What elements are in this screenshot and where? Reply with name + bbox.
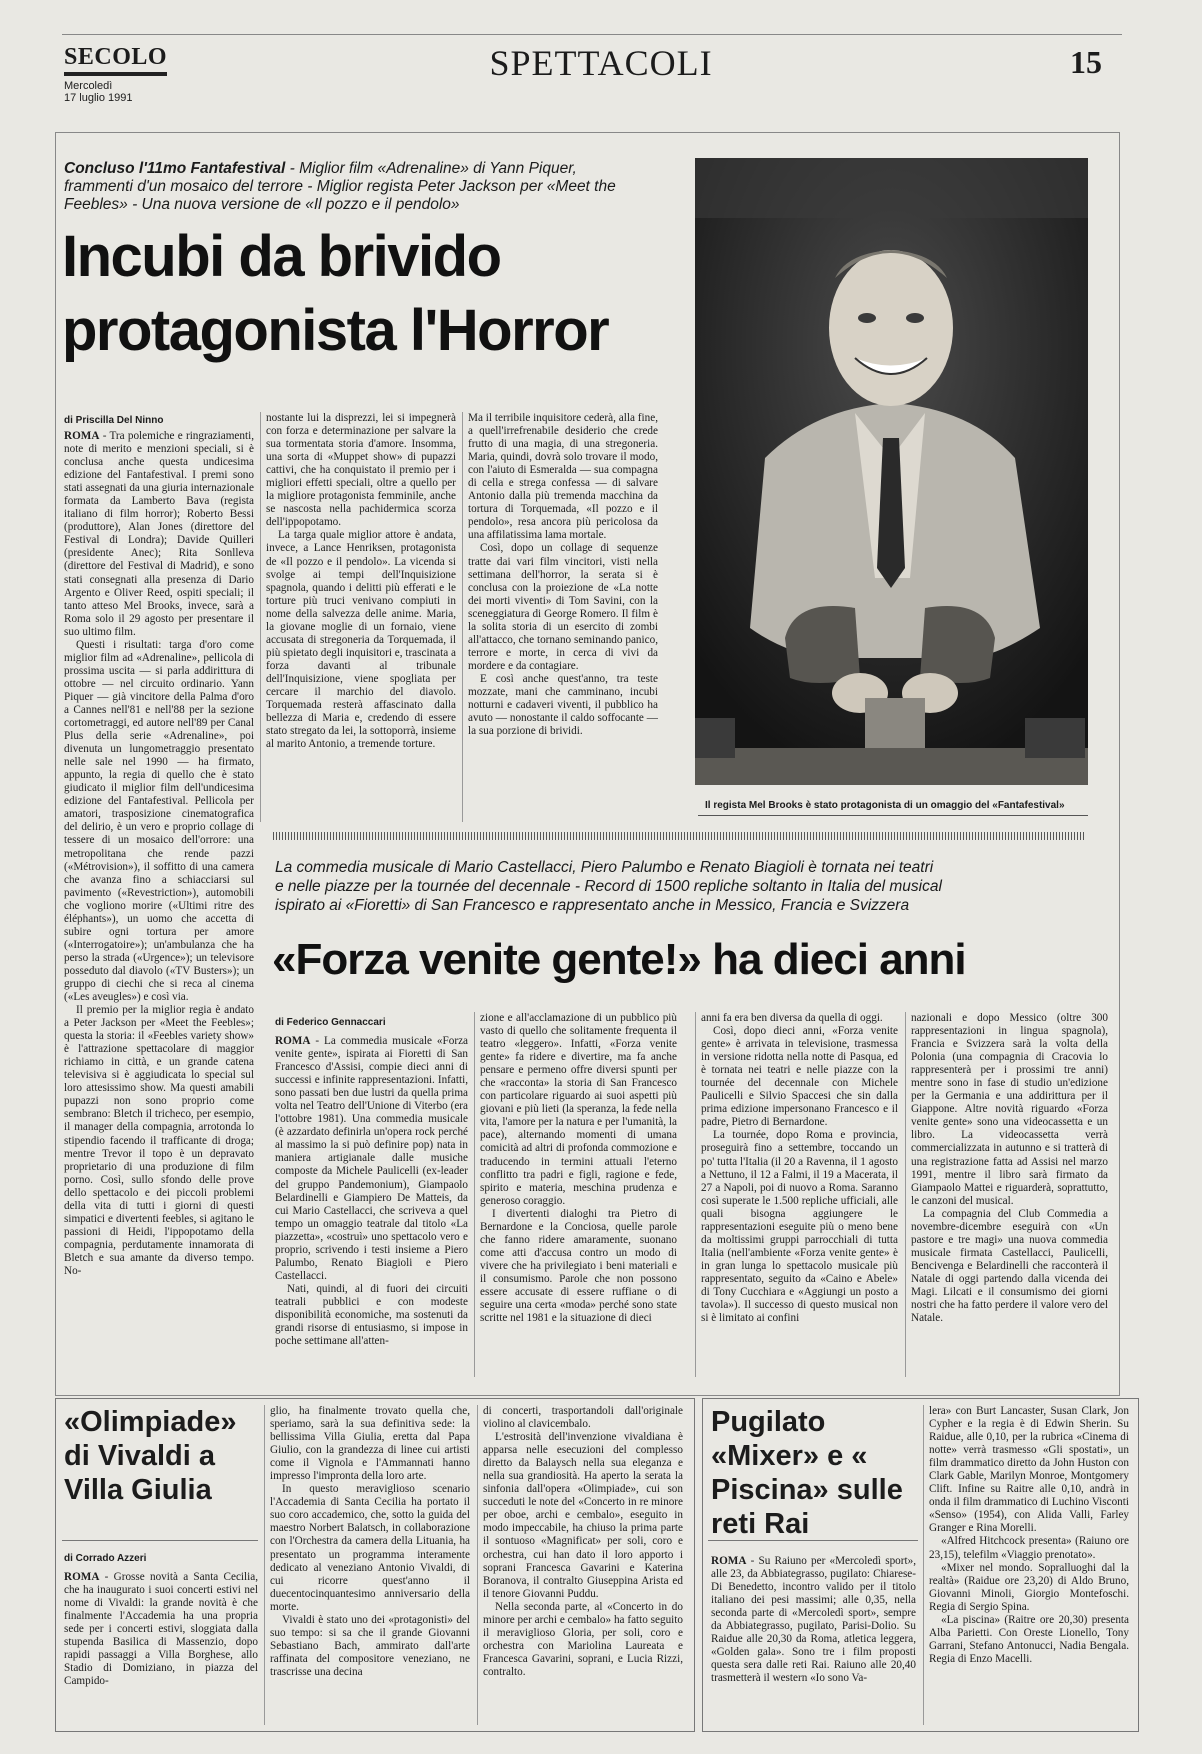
article4-column-2	[929, 1405, 1129, 1723]
article4-col2-p1: lera» con Burt Lancaster, Susan Clark, Jon Cypher e la regia è di Edwin Sherin. Su Raidue, alle 0,10, per la rubrica «Cinema di notte» verrà trasmesso «Gli spostati», un film drammatico diretto da John Huston con Clark Gable, Marilyn Monroe, Montgomery Clift. Infine su Raitre alle 0,10, andrà in onda il film drammatico di Luchino Visconti «Senso» (1954), con Alida Valli, Farley Granger e Rina Morelli.	[929, 1405, 1129, 1535]
article1-kicker-rest: - Miglior film «Adrenaline» di Yann Piquer, frammenti d'un mosaico del terrore - Miglior regista Peter Jackson per «Meet the Feebles» - Una nuova versione de «Il pozzo e il pendolo»	[64, 160, 616, 213]
article3-col2-p3: Vivaldi è stato uno dei «protagonisti» del suo tempo: si sa che il grande Giovanni Sebastiano Bach, ammirato dall'arte raffinata del compositore veneziano, ne trascrisse una decina	[270, 1613, 470, 1678]
column-rule	[462, 412, 463, 822]
column-rule	[477, 1405, 478, 1725]
section-title: SPETTACOLI	[489, 43, 713, 83]
article1-kicker-bold: Concluso l'11mo Fantafestival	[64, 160, 286, 177]
article2-col3-p2: Così, dopo dieci anni, «Forza venite gente» è arrivata in televisione, trasmessa in versione ridotta nella notte di Pasqua, ed è tornata nei teatri e nelle piazze con la tournée del decennale con Michele Paulicelli e Silvio Spaccesi che sin dalla prima edizione impersonano Francesco e il padre, Pietro di Bernardone.	[701, 1025, 898, 1129]
article2-col4-p1: nazionali e dopo Messico (oltre 300 rappresentazioni in lingua spagnola), Francia e Svizzera sarà la volta della Polonia (una compagnia di Cracovia lo rappresenterà per i prossimi tre anni) mentre sono in fase di studio un'edizione per la Germania e una addirittura per il Giappone. Altre novità riguardo «Forza venite gente» sono una videocassetta e un libro. La videocassetta verrà commercializzata in autunno e si tratterà di una registrazione fatta ad Assisi nel marzo 1991, mentre il libro sarà firmato da Giampaolo Mattei e riguarderà, soprattutto, le canzoni del musical.	[911, 1012, 1108, 1207]
article2-column-4	[911, 1012, 1108, 1367]
page-number: 15	[1070, 44, 1102, 80]
article3-col1-p1: - Grosse novità a Santa Cecilia, che ha inaugurato i suoi concerti estivi nel nome di Vivaldi: la grande novità è che finalmente l'Accademia ha una propria sede per i concerti estivi, sloggiata dalla stupenda Basilica di Massenzio, dopo rapidi passaggi a Villa Borghese, allo Stadio di Domiziano, in piazza del Campido-	[64, 1571, 258, 1688]
article1-col1-p2: Questi i risultati: targa d'oro come miglior film ad «Adrenaline», pellicola di prossima uscita — si parla addirittura di ottobre — nel circuito ordinario. Yann Piquer — già vincitore della Palma d'oro a Cannes nell'81 e nell'88 per la sezione cortometraggi, ed autore nell'89 per Canal Plus della serie «Adrenaline», poi divenuta un lungometraggio presentato nelle sale nel 1990 — ha firmato, appunto, la regia di quello che è stato giudicato il miglior film dell'undicesima edizione del Fantafestival. Pellicola per amatori, trasposizione cinematografica del delirio, è un vero e proprio collage di tessere di un mosaico dell'orrore: una metropolitana che rende pazzi («Métrovision»), il soffitto di una camera che avanza fino a schiacciarsi sul pavimento («Revestriction»), automobili che vogliono morire («Ultimi ritre des éléphants»), un uomo che accetta di subire ogni tortura per amore («Interrogatoire»); un'ambulanza che ha perso la strada («Urgence»); un televisore posseduto dal diavolo («TV Busters»); un gruppo di ciechi che si reca al cinema («Les aveugles») e così via.	[64, 638, 254, 1004]
article2-col3-p1: anni fa era ben diversa da quella di oggi.	[701, 1012, 883, 1024]
article2-col1-p2: Nati, quindi, al di fuori dei circuiti teatrali pubblici e con modeste disponibilità economiche, ma sostenuti da grandi risorse di entusiasmo, si impose in poche settimane all'atten-	[275, 1282, 468, 1348]
article4-col1-p1: - Su Raiuno per «Mercoledì sport», alle 23, da Abbiategrasso, pugilato: Chiarese-Di Benedetto, incontro valido per il titolo italiano dei pesi massimi; alle 0,35, nella seconda parte di «Mercoledì sport», sempre da Abbiategrasso, pugilato, Parisi-Dolio. Su Raidue alle 20,30 da Roma, atletica leggera, «Golden gala». Sono tre i film proposti questa sera dalle reti Rai. Raiuno alle 20,40 trasmetterà il western «Io sono Va-	[711, 1555, 916, 1685]
article1-headline-line2: protagonista l'Horror	[62, 298, 609, 363]
newspaper-logo: SECOLO	[64, 44, 167, 76]
article2-byline: di Federico Gennaccari	[275, 1017, 386, 1028]
photo-caption: Il regista Mel Brooks è stato protagonista di un omaggio del «Fantafestival»	[705, 800, 1065, 811]
article1-byline: di Priscilla Del Ninno	[64, 415, 164, 426]
article2-col1-p1: - La commedia musicale «Forza venite gente», ispirata ai Fioretti di San Francesco d'Assisi, compie dieci anni di successi e infinite rappresentazioni. Infatti, sono passati ben due lustri da quella prima volta nel Teatro dell'Unione di Viterbo (era l'ottobre 1981). Una commedia musicale (è azzardato definirla un'opera rock perché al massimo la si può definire pop) nata in maniera artigianale dalle musiche composte da Michele Paulicelli (ex-leader del gruppo Pandemonium), Giampaolo Belardinelli e Giampiero De Matteis, da cui Mario Castellacci, che scriveva a quel tempo un omaggio teatrale dal titolo «La piazzetta», «costruì» uno spettacolo vero e proprio, scrivendo i testi insieme a Piero Palumbo, Renato Biagioli e Piero Castellacci.	[275, 1035, 468, 1282]
article3-col3-p2: L'estrosità dell'invenzione vivaldiana è apparsa nelle esecuzioni del complesso diretto da Balaysch nella sua eleganza e nella sua grandiosità. Ha aperto la serata la sinfonia dall'opera «Olimpiade», cui son succeduti le note del «Concerto in re minore per oboe, archi e cembalo», eseguito in modo impeccabile, ha chiuso la prima parte il sontuoso «Magnificat» per soli, coro e orchestra, cui han dato il loro apporto i soprani Francesca Gavarini e Katerina Boranova, il contralto Giuseppina Arista ed il tenore Giovanni Puddu.	[483, 1431, 683, 1600]
article3-column-2	[270, 1405, 470, 1723]
article4-headline: Pugilato «Mixer» e « Piscina» sulle reti Rai	[711, 1406, 903, 1540]
article1-col3-p1: Ma il terribile inquisitore cederà, alla fine, a quell'irrefrenabile desiderio che crede frutto di una magia, di una stregoneria. Maria, quindi, dovrà solo trovare il modo, con l'aiuto di Esmeralda — sua compagna di cella e strega confessa — di salvare Antonio dalla più tremenda macchina da tortura di Torquemada, «Il pozzo e il pendolo», resa ancora più pericolosa da una affilatissima lama mortale.	[468, 412, 658, 542]
article3-column-1	[64, 1571, 258, 1726]
article1-col1-p3: Il premio per la miglior regia è andato a Peter Jackson per «Meet the Feebles»; questa la storia: il «Feebles variety show» è l'attrazione spettacolare di maggior richiamo in città, e un grande catena televisiva si è aggiudicata lo special sul loro attesissimo show. Ma questi amabili pupazzi non sono proprio come sembrano: Bletch il tricheco, per esempio, il manager della compagnia, arrotonda lo stipendio facendo il trafficante di droga; mentre Trevor il topo è un depravato proprietario di una produzione di film porno. Così, sullo sfondo delle prove dello spettacolo e dei piccoli problemi della vita di tutti i giorni di questi simpatici e divertenti feebles, si agitano le passioni di Heidi, l'ippopotamo della compagnia, perdutamente innamorata di Bletch e sua amante da diverso tempo. No-	[64, 1004, 254, 1277]
article2-headline: «Forza venite gente!» ha dieci anni	[272, 935, 966, 984]
article2-col2-p1: zione e all'acclamazione di un pubblico più vasto di quello che solitamente frequenta il teatro «leggero». Infatti, «Forza venite gente» fa ridere e divertire, ma fa anche pensare e permeno offre diversi spunti per che «racconta» la storia di San Francesco con particolare riguardo ai suoi aspetti più giovani e più lieti (la speranza, la fede nella vita, l'amore per la natura e per l'umanità, la pace), alternando momenti di umana comicità ad altri di profonda commozione e traducendo in termini attuali l'eterno conflitto tra padri e figli, ragione e fede, spirito e materia, meschina prudenza e generoso coraggio.	[480, 1012, 677, 1207]
article4-col2-p2: «Alfred Hitchcock presenta» (Raiuno ore 23,15), telefilm «Viaggio prenotato».	[929, 1535, 1129, 1561]
article3-col3-p1: di concerti, trasportandoli dall'originale violino al clavicembalo.	[483, 1405, 683, 1431]
article2-kicker: La commedia musicale di Mario Castellacci, Piero Palumbo e Renato Biagioli è tornata nei teatri e nelle piazze per la tournée del decennale - Record di 1500 repliche soltanto in Italia del musical ispirato ai «Fioretti» di San Francesco e rappresentato anche in Messico, Francia e Svizzera	[275, 859, 942, 914]
article3-byline: di Corrado Azzeri	[64, 1553, 147, 1564]
article4-col2-p4: «La piscina» (Raitre ore 20,30) presenta Alba Parietti. Con Oreste Lionello, Tony Garrani, Stefano Antonucci, Nadia Bengala. Regia di Enzo Macelli.	[929, 1613, 1129, 1665]
caption-rule	[698, 815, 1088, 816]
column-rule	[695, 1012, 696, 1377]
column-rule	[474, 1012, 475, 1377]
issue-day: Mercoledì	[64, 80, 113, 92]
dateline: ROMA	[275, 1035, 311, 1047]
article3-col2-p1: glio, ha finalmente trovato quella che, speriamo, sarà la sua definitiva sede: la bellissima Villa Giulia, eretta dal Papa Giulio, con la grandezza di linee cui artisti come il Vignola e l'Ammannati hanno impresso l'impronta della loro arte.	[270, 1405, 470, 1483]
article1-headline	[62, 220, 662, 368]
mel-brooks-photo	[695, 158, 1088, 785]
headline-rule	[708, 1540, 918, 1541]
top-rule	[62, 34, 1122, 35]
column-rule	[905, 1012, 906, 1377]
article1-column-1	[64, 430, 254, 1382]
dateline: ROMA	[64, 430, 100, 442]
mel-brooks-illustration	[695, 158, 1088, 785]
column-rule	[260, 412, 261, 822]
dateline: ROMA	[711, 1555, 747, 1567]
article1-column-3	[468, 412, 658, 812]
column-rule	[923, 1405, 924, 1725]
headline-rule	[62, 1540, 258, 1541]
article1-col3-p2: Così, dopo un collage di sequenze tratte dai vari film vincitori, visti nella settimana dell'horror, la serata si è conclusa con la proiezione de «La notte dei morti viventi» di Tom Savini, con la sceneggiatura di George Romero. Il film è la solita storia di un esercito di zombi all'attacco, che tornano seminando panico, terrore e morte, in cerca di vivi da mordere e da contagiare.	[468, 542, 658, 672]
article3-headline: «Olimpiade» di Vivaldi a Villa Giulia	[64, 1406, 237, 1506]
article3-column-3	[483, 1405, 683, 1723]
article2-col2-p2: I divertenti dialoghi tra Pietro di Bernardone e la Conciosa, quelle parole che fanno ridere amaramente, suonano come atti d'accusa contro un modo di vivere che ha privilegiato i beni materiali e il consumismo. Parole che non possono essere accusate di essere ruffiane o di seguire una certa «moda» perché sono state scritte nel 1981 e la situazione di dieci	[480, 1207, 677, 1325]
article-divider	[273, 832, 1086, 840]
article2-column-3	[701, 1012, 898, 1367]
article2-col3-p3: La tournée, dopo Roma e provincia, proseguirà fino a settembre, toccando un po' tutta l'Italia (il 20 a Ravenna, il 1 agosto a Nettuno, il 12 a Falmi, il 19 a Macerata, il 27 a Napoli, poi di nuovo a Roma. Saranno così superate le 1.500 repliche ufficiali, alle quali bisogna aggiungere le rappresentazioni eseguite più o meno bene da moltissimi gruppi parrocchiali di tutta Italia (nell'ambiente «Forza venite gente» è in gran lunga lo spettacolo musicale più rappresentato, seguito da «Caino e Abele» di Tony Cucchiara e «Aggiungi un posto a tavola»). Il successo di questo musical non si è limitato ai confini	[701, 1129, 898, 1325]
article1-kicker	[64, 160, 624, 214]
article2-col4-p2: La compagnia del Club Commedia a novembre-dicembre eseguirà con «Un pastore e tre magi» una nuova commedia musicale firmata Castellacci, Paulicelli, Bencivenga e Belardinelli che racconterà il Natale di oggi partendo dalla vicenda dei Magi. Lilcati e il consumismo dei giorni nostri che ha fatto perdere il valore vero del Natale.	[911, 1207, 1108, 1325]
article1-headline-line1: Incubi da brivido	[62, 224, 501, 289]
article4-col2-p3: «Mixer nel mondo. Sopralluoghi dal la realtà» (Raidue ore 23,20) di Aldo Bruno, Giovanni Minoli, Giorgio Montefoschi. Regia di Sergio Spina.	[929, 1561, 1129, 1613]
dateline: ROMA	[64, 1571, 100, 1583]
article3-col3-p3: Nella seconda parte, al «Concerto in do minore per archi e cembalo» ha fatto seguito il meraviglioso Gloria, per soli, coro e orchestra con Mariolina Laureata e Francesca Gavarini, soprani, e Lucia Rizzi, contralto.	[483, 1600, 683, 1678]
issue-date-text: 17 luglio 1991	[64, 92, 133, 104]
article2-column-2	[480, 1012, 677, 1367]
article4-column-1	[711, 1555, 916, 1725]
article1-col1-p1: - Tra polemiche e ringraziamenti, note di merito e menzioni speciali, si è conclusa anche questa undicesima edizione del Fantafestival. I premi sono stati assegnati da una giuria internazionale formata da Lamberto Bava (regista italiano di film horror); Roberto Bessi (produttore), Alan Jones (direttore del Festival di Londra); Davide Quilleri (presidente Anec); Rita Sonlleva (direttore del Festival di Madrid), e sono stati consegnati alla presenza di Dario Argento e Oliver Reed, ospiti speciali; il tanto atteso Mel Brooks, invece, sarà a Roma solo il 29 agosto per presentare il suo ultimo film.	[64, 430, 254, 638]
column-rule	[264, 1405, 265, 1725]
article1-column-2	[266, 412, 456, 812]
article3-col2-p2: In questo meraviglioso scenario l'Accademia di Santa Cecilia ha portato il suo coro accademico, che, sotto la guida del maestro Norbert Balatsch, in collaborazione con l'Orchestra da camera della Lituania, ha presentato un programma interamente dedicato al veneziano Antonio Vivaldi, di cui ricorre quest'anno il duecentocinquantesimo anniversario della morte.	[270, 1483, 470, 1613]
article2-column-1	[275, 1035, 468, 1365]
article1-col2-p1: nostante lui la disprezzi, lei si impegnerà con forza e determinazione per salvare la sua tormentata storia d'amore. Insomma, una sorta di «Muppet show» di pupazzi cattivi, che ha conquistato il premio per i migliori effetti speciali, oltre a quello per la migliore protagonista femminile, anche se nascosta nella pachidermica scorza dell'ippopotamo.	[266, 412, 456, 529]
article1-col3-p3: E così anche quest'anno, tra teste mozzate, mani che camminano, incubi notturni e cadaveri viventi, il pubblico ha avuto — nonostante il caldo soffocante — la sua porzione di brividi.	[468, 672, 658, 738]
article1-col2-p2: La targa quale miglior attore è andata, invece, a Lance Henriksen, protagonista de «Il pozzo e il pendolo». La vicenda si svolge ai tempi dell'Inquisizione spagnola, quando i delitti più efferati e le torture più truci venivano compiuti in nome della salvezza delle anime. Maria, la giovane moglie di un fornaio, viene accusata di stregoneria da Torquemada, il più spietato degli inquisitori e, trascinata a forza davanti al tribunale dell'Inquisizione, viene spogliata per cercare il marchio del diavolo. Torquemada resterà affascinato dalla bellezza di Maria e, credendo di essere stato stregato da lei, la sottoporrà, insieme al marito Antonio, a tremende torture.	[266, 529, 456, 751]
